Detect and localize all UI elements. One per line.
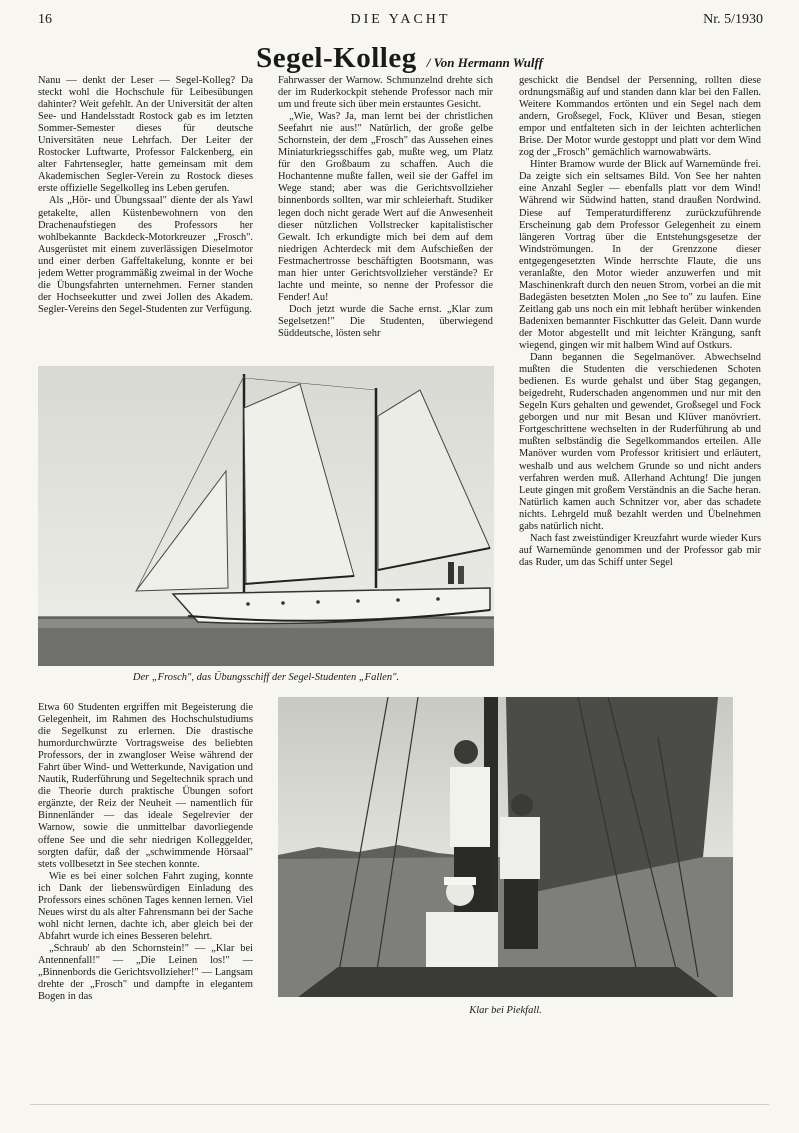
- paragraph: Etwa 60 Studenten ergriffen mit Begeisterung die Gelegenheit, im Rahmen des Hochschulstudiums die Segelkunst zu erlernen. Die drastische humordurchwürzte Vortragsweise des beliebten Professors, der in zwangloser Weise während der Fahrt über Wind- und Wetterkunde, Navigation und Nautik, Ruderführung und Segeltechnik sprach und die Theorie durch praktische Übungen sofort ergänzte, der Reiz der Neuheit — namentlich für Binnenländer — das ideale Segelrevier der Warnow, sowie die unmittelbar davorliegende offene See und die sehr niedrigen Kolleggelder, sorgten dafür, daß der „schwimmende Hörsaal" stets vollbesetzt in See stechen konnte.: [38, 702, 253, 870]
- article-title: Segel-Kolleg: [256, 42, 417, 74]
- photo-sailing-yacht: [38, 366, 494, 666]
- text-column-3: [519, 75, 761, 689]
- issue-number: Nr. 5/1930: [703, 12, 763, 27]
- photo-caption-1: Der „Frosch", das Übungsschiff der Segel-Studenten „Fallen".: [132, 672, 400, 683]
- photo-caption-2: Klar bei Piekfall.: [469, 1005, 542, 1016]
- page-header: [38, 12, 763, 32]
- article-title-row: [0, 42, 799, 75]
- paragraph: Nach fast zweistündiger Kreuzfahrt wurde wieder Kurs auf Warnemünde genommen und der Professor gab mir das Ruder, um das Schiff unter Segel: [519, 532, 761, 568]
- paragraph: Hinter Bramow wurde der Blick auf Warnemünde frei. Da zeigte sich ein seltsames Bild. Von See her nahten eine Anzahl Segler — ebenfalls platt vor dem Wind! Während wir Südwind hatten, stand draußen Nordwind. Diese auf Temperaturdifferenz zurückzuführende Erscheinung gab dem Professor Gelegenheit zu einem längeren Vortrag über die Entstehungsgesetze der Windströmungen. In der Grenzzone dieser entgegengesetzten Winde herrschte Flaute, die uns veranlaßte, den Motor wieder anzuwerfen und mit Maschinenkraft durch den neuen Strom, vorbei an die mit Badegästen besetzten Molen „no See to" zu laufen. Eine Zeitlang gab uns noch ein mit lebhaft herüber winkenden Badenixen bemannter Fischkutter das Geleit. Dann wurde der Motor abgestellt und mit leichter Krängung, sanft wiegend, gingen wir mit halbem Wind auf Ostkurs.: [519, 159, 761, 352]
- magazine-title: DIE YACHT: [350, 12, 451, 27]
- paragraph: „Schraub' ab den Schornstein!" — „Klar bei Antennenfall!" — „Die Leinen los!" — „Binnenbords die Gerichtsvollzieher!" — Langsam drehte der „Frosch" und dampfte in elegantem Bogen in das: [38, 942, 253, 1003]
- text-column-4: [38, 702, 253, 1022]
- article-byline: / Von Hermann Wulff: [426, 55, 543, 70]
- paragraph: Wie es bei einer solchen Fahrt zuging, konnte ich Dank der liebenswürdigen Einladung des Professors eines schönen Tages kennen lernen. Viel Neues wirst du als alter Fahrensmann bei der Sache wohl nicht lernen, dachte ich, aber gleich bei der Abfahrt wurde ich eines Besseren belehrt.: [38, 870, 253, 942]
- paragraph: Fahrwasser der Warnow. Schmunzelnd drehte sich der im Ruderkockpit stehende Professor nach mir um und freute sich über mein erstauntes Gesicht.: [278, 75, 493, 111]
- text-column-1: [38, 75, 253, 363]
- photo-crew-at-mast: [278, 697, 733, 997]
- paragraph: Doch jetzt wurde die Sache ernst. „Klar zum Segelsetzen!" Die Studenten, überwiegend Süddeutsche, lösten sehr: [278, 303, 493, 339]
- paragraph: Dann begannen die Segelmanöver. Abwechselnd mußten die Studenten die verschiedenen Schoten bedienen. Es wurde gehalst und über Stag gegangen, beigedreht, Ruderschaden angenommen und nur mit den Segeln Kurs gehalten und gewendet, Großsegel und Fock geborgen und nur mit Besan und Klüver manövriert. Fortgeschrittene wechselten in der Ruderführung ab und mußten selbständig die Segelkommandos erteilen. Alle Manöver wurden vom Professor kritisiert und erläutert, weshalb und aus welchem Grunde so und nicht anders verfahren werden muß. Allerhand Achtung! Die jungen Leute gingen mit großem Verständnis an die Sache heran. Natürlich kamen auch Schnitzer vor, aber das schadete nichts. Lehrgeld muß bezahlt werden und Übelnehmen gabs natürlich nicht.: [519, 352, 761, 532]
- paragraph: Als „Hör- und Übungssaal" diente der als Yawl getakelte, allen Küstenbewohnern von den Drachenaufstiegen des Professors her wohlbekannte Backdeck-Motorkreuzer „Frosch". Ausgerüstet mit einem zuverlässigen Dieselmotor und einer derben Gaffeltakelung, konnte er bei jedem Wetter programmäßig zweimal in der Woche die Übungsfahrten unternehmen. Ferner standen der Hochseekutter und zwei Jollen des Akadem. Segler-Vereins den Segel-Studenten zur Verfügung.: [38, 195, 253, 315]
- page-bottom-rule: [30, 1104, 769, 1105]
- paragraph: Nanu — denkt der Leser — Segel-Kolleg? Da steckt wohl die Hochschule für Leibesübungen dahinter? Weit gefehlt. An der Universität der alten See- und Handelsstadt Rostock gab es im letzten Sommer-Semester dieses für deutsche Universitäten neue Lehrfach. Der Leiter der Rostocker Luftwarte, Professor Falckenberg, ein alter Fahrtensegler, hatte gemeinsam mit dem Akademischen Segler-Verein zu Rostock dieses erste offizielle Segelkolleg ins Leben gerufen.: [38, 75, 253, 195]
- page-number: 16: [38, 12, 52, 27]
- paragraph: „Wie, Was? Ja, man lernt bei der christlichen Seefahrt nie aus!" Natürlich, der große gelbe Schornstein, der dem „Frosch" das Aussehen eines Miniaturkriegsschiffes gab, mußte weg, um Platz für den Großbaum zu schaffen. Auch die Hochantenne mußte fallen, weil sie der Gaffel im Wege stand; aber was die Gerichtsvollzieher binnenbords sollten, war mir schleierhaft. Studiker legen doch nicht gerade Wert auf die Anwesenheit dieser nützlichen Vollstrecker kapitalistischer Gewalt. Ich erkundigte mich bei dem auf dem niedrigen Achterdeck mit dem Aufschießen der Festmachertrosse beschäftigten Bootsmann, was man hier unter Gerichtsvollzieher verstände? Er lachte und meinte, so nenne der Professor die Fender! Au!: [278, 111, 493, 303]
- paragraph: geschickt die Bendsel der Persenning, rollten diese ordnungsmäßig auf und standen dann klar bei den Fallen. Weitere Kommandos ertönten und ein Segel nach dem andern, Großsegel, Fock, Klüver und Besan, stiegen empor und entfalteten sich in der leichten achterlichen Brise. Der Motor wurde gestoppt und platt vor dem Wind zog der „Frosch" gemächlich warnowabwärts.: [519, 75, 761, 159]
- text-column-2: [278, 75, 493, 363]
